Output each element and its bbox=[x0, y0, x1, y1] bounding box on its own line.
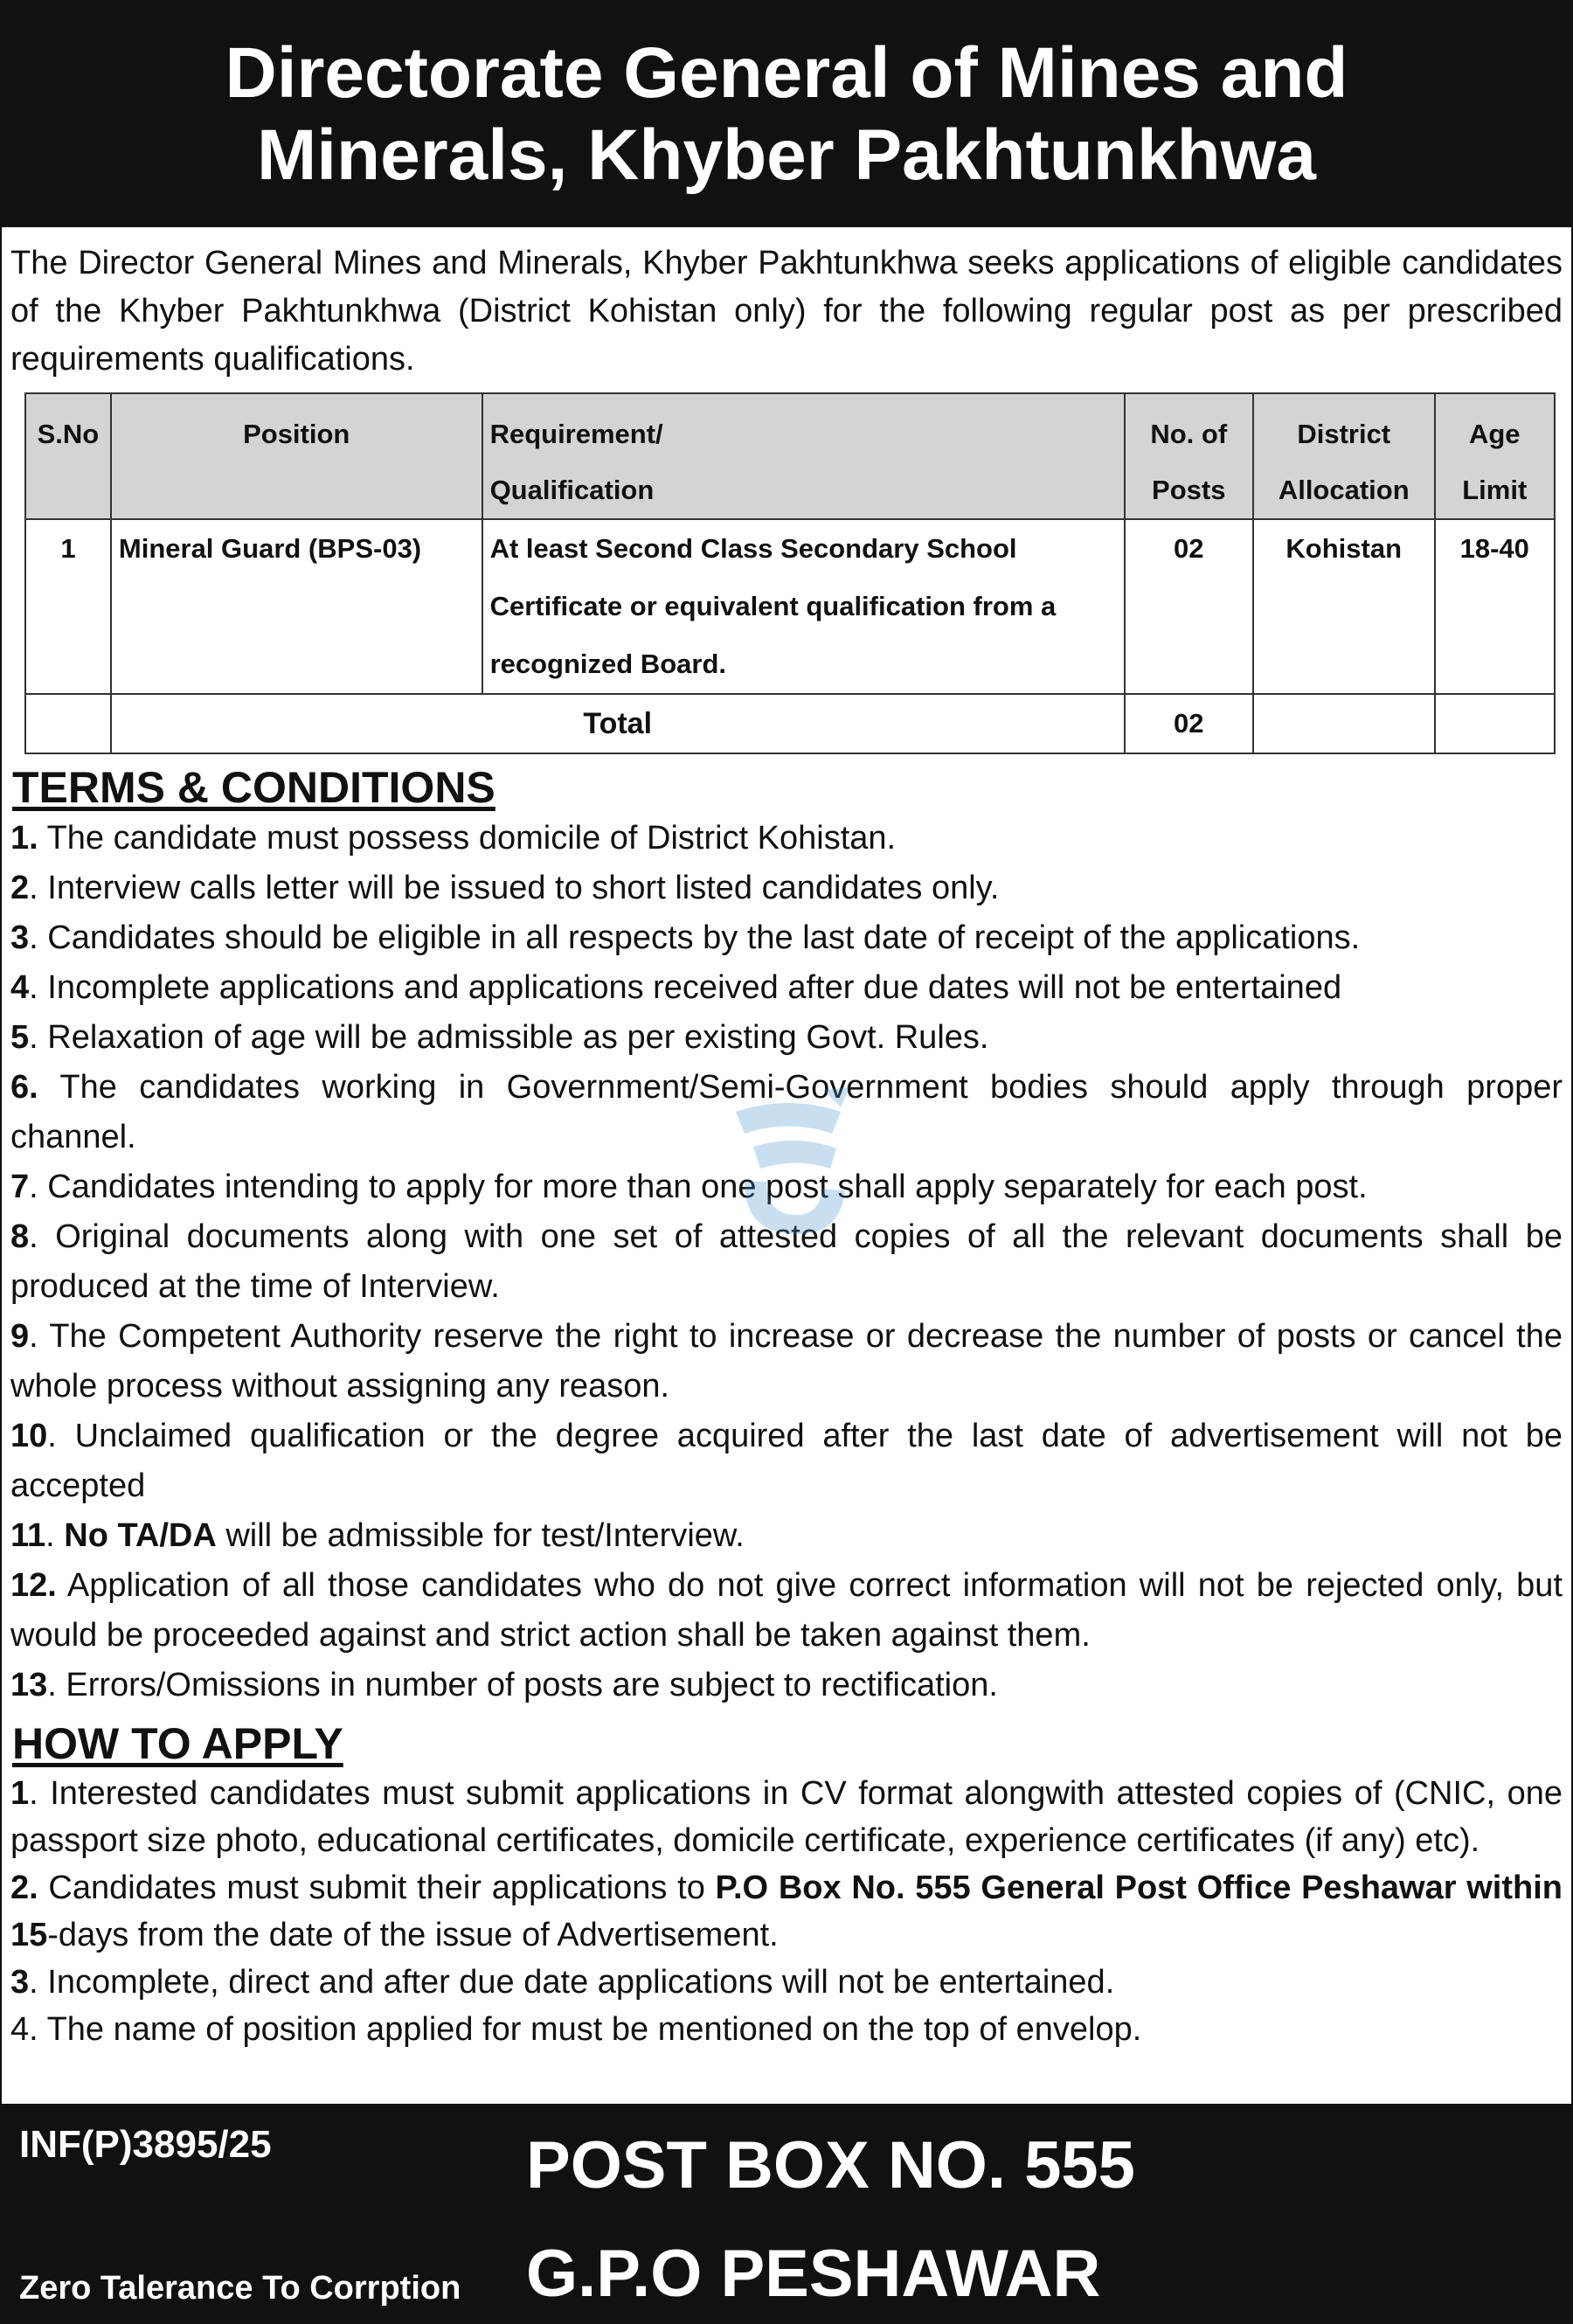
cell-district: Kohistan bbox=[1253, 519, 1435, 694]
cell-posts: 02 bbox=[1125, 519, 1253, 694]
list-item: 6. The candidates working in Government/Semi-Government bodies should apply through proper channel. bbox=[10, 1069, 1563, 1155]
posts-table bbox=[24, 392, 1556, 754]
total-empty-cell bbox=[1253, 694, 1435, 753]
total-posts: 02 bbox=[1125, 694, 1253, 753]
terms-heading: TERMS & CONDITIONS bbox=[12, 763, 495, 812]
list-item: 10. Unclaimed qualification or the degree acquired after the last date of advertisement will not be accepted bbox=[10, 1418, 1563, 1504]
table-header-row bbox=[25, 393, 1555, 519]
header-title-line1: Directorate General of Mines and bbox=[225, 33, 1348, 113]
list-item: 2. Candidates must submit their applications to P.O Box No. 555 General Post Office Peshawar within 15-days from the date of the issue of Advertisement. bbox=[10, 1870, 1563, 1953]
apply-list bbox=[2, 1770, 1571, 2053]
list-item: 12. Application of all those candidates who do not give correct information will not be rejected only, but would be proceeded against and strict action shall be taken against them. bbox=[10, 1567, 1563, 1654]
total-empty-cell bbox=[1435, 694, 1556, 753]
header-title-line2: Minerals, Khyber Pakhtunkhwa bbox=[256, 115, 1317, 195]
intro-paragraph: The Director General Mines and Minerals, Khyber Pakhtunkhwa seeks applications of eligible candidates of the Khyber Pakhtunkhwa (District Kohistan only) for the following regular post as per prescribed requirements qualifications. bbox=[10, 245, 1563, 378]
list-item: 8. Original documents along with one set of attested copies of all the relevant documents shall be produced at the time of Interview. bbox=[10, 1218, 1563, 1305]
terms-list bbox=[2, 814, 1571, 1710]
header-position: Position bbox=[111, 393, 482, 519]
list-item: 1. Interested candidates must submit applications in CV format alongwith attested copies of (CNIC, one passport size photo, educational certificates, domicile certificate, experience certificates (if any) etc). bbox=[10, 1775, 1563, 1859]
post-box-address: POST BOX NO. 555 bbox=[526, 2128, 1135, 2203]
header-age: Age Limit bbox=[1435, 393, 1556, 519]
cell-sno: 1 bbox=[25, 519, 111, 694]
total-label: Total bbox=[111, 694, 1125, 753]
cell-position: Mineral Guard (BPS-03) bbox=[111, 519, 482, 694]
total-empty-cell bbox=[25, 694, 111, 753]
list-item: 9. The Competent Authority reserve the right to increase or decrease the number of posts or cancel the whole process without assigning any reason. bbox=[10, 1318, 1563, 1405]
apply-heading: HOW TO APPLY bbox=[12, 1719, 343, 1768]
cell-age: 18-40 bbox=[1435, 519, 1556, 694]
page-header bbox=[2, 2, 1571, 227]
list-item: 1. The candidate must possess domicile of District Kohistan. bbox=[10, 820, 897, 857]
table-total-row bbox=[25, 694, 1555, 753]
list-item: 3. Candidates should be eligible in all respects by the last date of receipt of the applications. bbox=[10, 919, 1361, 956]
list-item: 4. Incomplete applications and applications received after due dates will not be entertained bbox=[10, 969, 1342, 1006]
cell-requirement: At least Second Class Secondary School Certificate or equivalent qualification from a recognized Board. bbox=[482, 519, 1125, 694]
list-item: 13. Errors/Omissions in number of posts are subject to rectification. bbox=[10, 1667, 998, 1703]
gpo-address: G.P.O PESHAWAR bbox=[526, 2237, 1101, 2311]
list-item: 3. Incomplete, direct and after due date applications will not be entertained. bbox=[10, 1964, 1115, 2001]
list-item: 7. Candidates intending to apply for more than one post shall apply separately for each post. bbox=[10, 1169, 1368, 1205]
page-footer bbox=[2, 2104, 1571, 2322]
list-item: 11. No TA/DA will be admissible for test/Interview. bbox=[10, 1517, 745, 1554]
list-item: 5. Relaxation of age will be admissible as per existing Govt. Rules. bbox=[10, 1019, 989, 1056]
reference-number: INF(P)3895/25 bbox=[19, 2123, 272, 2166]
header-sno: S.No bbox=[25, 393, 111, 519]
header-district: District Allocation bbox=[1253, 393, 1435, 519]
header-requirement: Requirement/ Qualification bbox=[482, 393, 1125, 519]
slogan: Zero Talerance To Corrption bbox=[19, 2270, 461, 2307]
list-item: 4. The name of position applied for must be mentioned on the top of envelop. bbox=[10, 2011, 1142, 2048]
table-row bbox=[25, 519, 1555, 694]
header-posts: No. of Posts bbox=[1125, 393, 1253, 519]
list-item: 2. Interview calls letter will be issued to short listed candidates only. bbox=[10, 870, 1000, 906]
